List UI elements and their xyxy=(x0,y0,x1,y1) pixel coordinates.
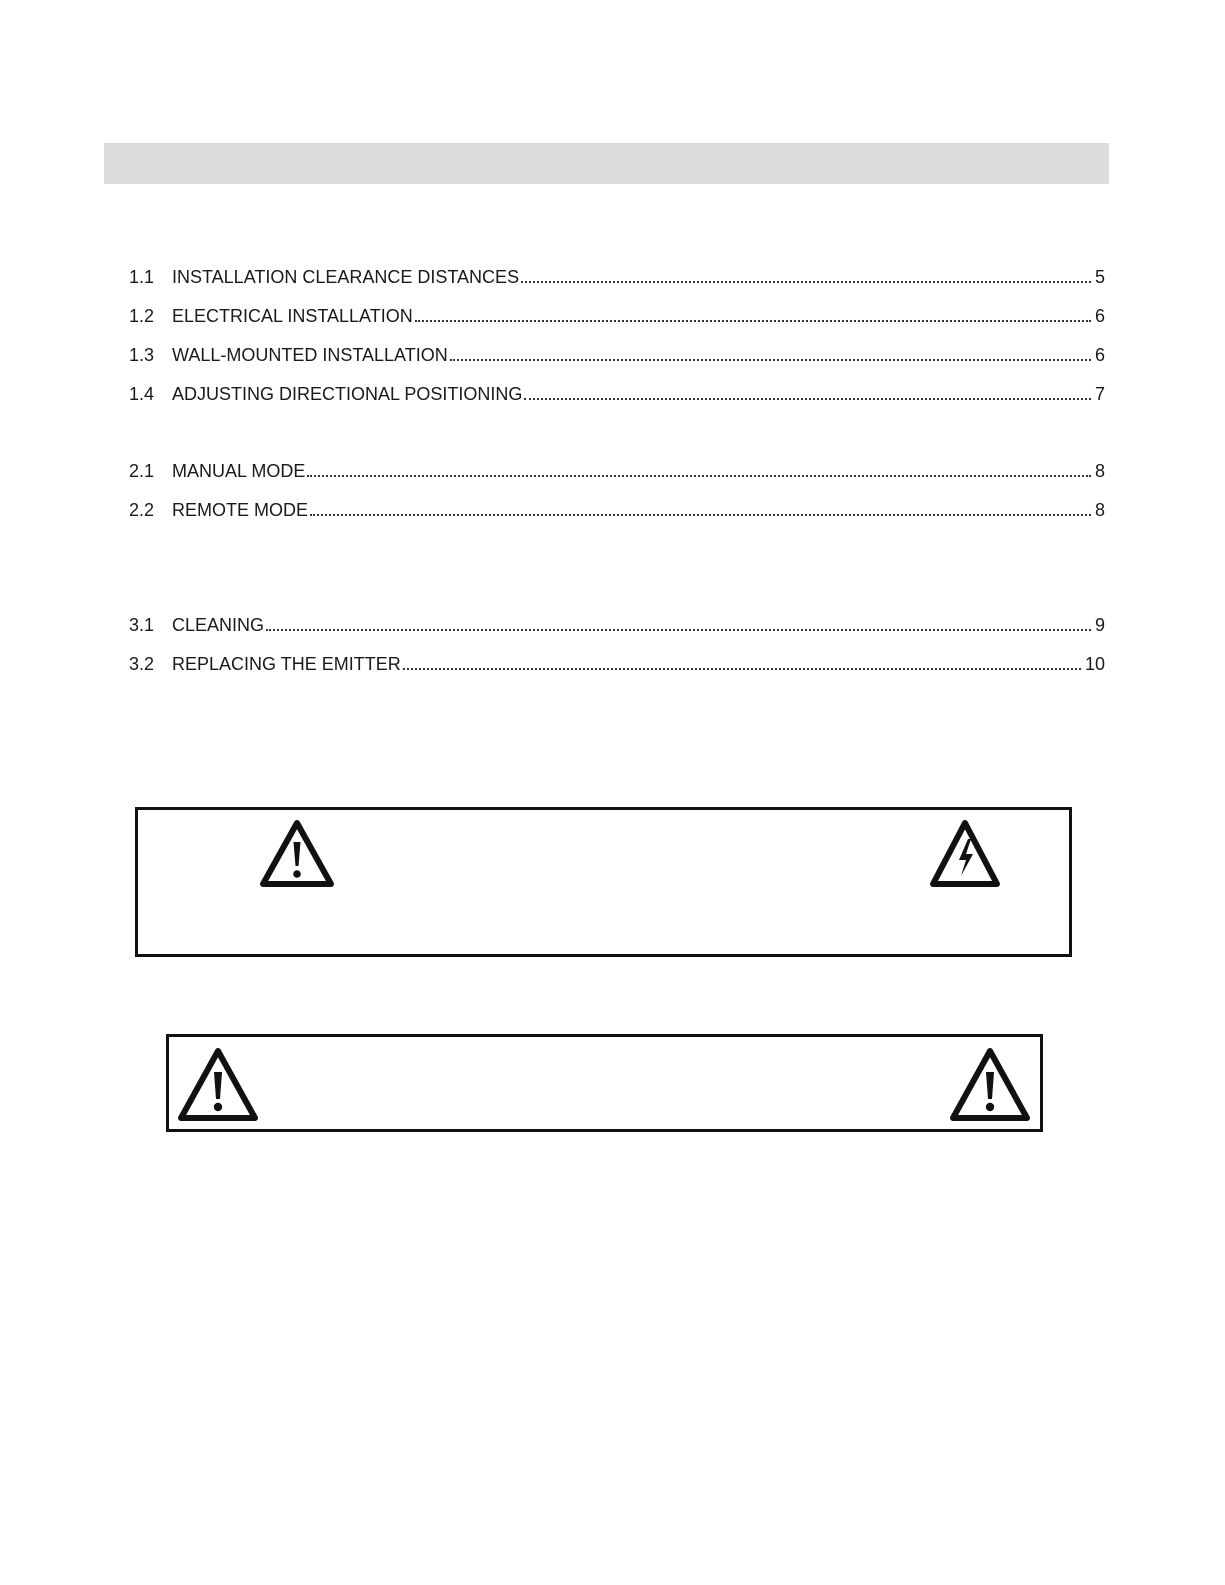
warning-triangle-icon xyxy=(947,1046,1033,1124)
toc-entry-number: 1.3 xyxy=(129,345,155,365)
toc-entry-page: 10 xyxy=(1084,654,1105,674)
toc-entry-page: 8 xyxy=(1094,500,1105,520)
toc-dot-leader xyxy=(524,398,1091,400)
warning-triangle-icon xyxy=(258,818,336,890)
toc-entry-title: ELECTRICAL INSTALLATION xyxy=(172,306,413,326)
toc-entry[interactable] xyxy=(129,649,1105,675)
toc-entry[interactable] xyxy=(129,340,1105,366)
warning-box xyxy=(135,807,1072,957)
toc-entry[interactable] xyxy=(129,610,1105,636)
toc-dot-leader xyxy=(415,320,1091,322)
toc-entry-title: REMOTE MODE xyxy=(172,500,309,520)
toc-entry[interactable] xyxy=(129,379,1105,405)
toc-dot-leader xyxy=(403,668,1081,670)
warning-triangle-icon xyxy=(175,1046,261,1124)
toc-entry-title: ADJUSTING DIRECTIONAL POSITIONING xyxy=(172,384,523,404)
electric-hazard-icon xyxy=(928,818,1002,890)
toc-entry-page: 9 xyxy=(1094,615,1105,635)
toc-entry-number: 1.4 xyxy=(129,384,155,404)
toc-entry-number: 2.1 xyxy=(129,461,155,481)
toc-entry-page: 5 xyxy=(1094,267,1105,287)
toc-entry[interactable] xyxy=(129,301,1105,327)
toc-entry-number: 1.2 xyxy=(129,306,155,326)
toc-dot-leader xyxy=(266,629,1091,631)
toc-entry-page: 8 xyxy=(1094,461,1105,481)
toc-entry-page: 6 xyxy=(1094,306,1105,326)
toc-dot-leader xyxy=(450,359,1091,361)
toc-entry-title: WALL-MOUNTED INSTALLATION xyxy=(172,345,448,365)
toc-entry-title: MANUAL MODE xyxy=(172,461,306,481)
toc-entry[interactable] xyxy=(129,495,1105,521)
toc-dot-leader xyxy=(521,281,1091,283)
table-of-contents xyxy=(129,0,1105,700)
toc-entry-page: 7 xyxy=(1094,384,1105,404)
toc-entry-number: 3.2 xyxy=(129,654,155,674)
toc-entry-number: 3.1 xyxy=(129,615,155,635)
toc-entry[interactable] xyxy=(129,456,1105,482)
toc-entry-title: CLEANING xyxy=(172,615,265,635)
caution-box xyxy=(166,1034,1043,1132)
toc-entry[interactable] xyxy=(129,262,1105,288)
toc-entry-title: INSTALLATION CLEARANCE DISTANCES xyxy=(172,267,520,287)
toc-dot-leader xyxy=(310,514,1091,516)
toc-dot-leader xyxy=(307,475,1091,477)
toc-entry-title: REPLACING THE EMITTER xyxy=(172,654,401,674)
toc-entry-page: 6 xyxy=(1094,345,1105,365)
toc-entry-number: 2.2 xyxy=(129,500,155,520)
toc-entry-number: 1.1 xyxy=(129,267,155,287)
